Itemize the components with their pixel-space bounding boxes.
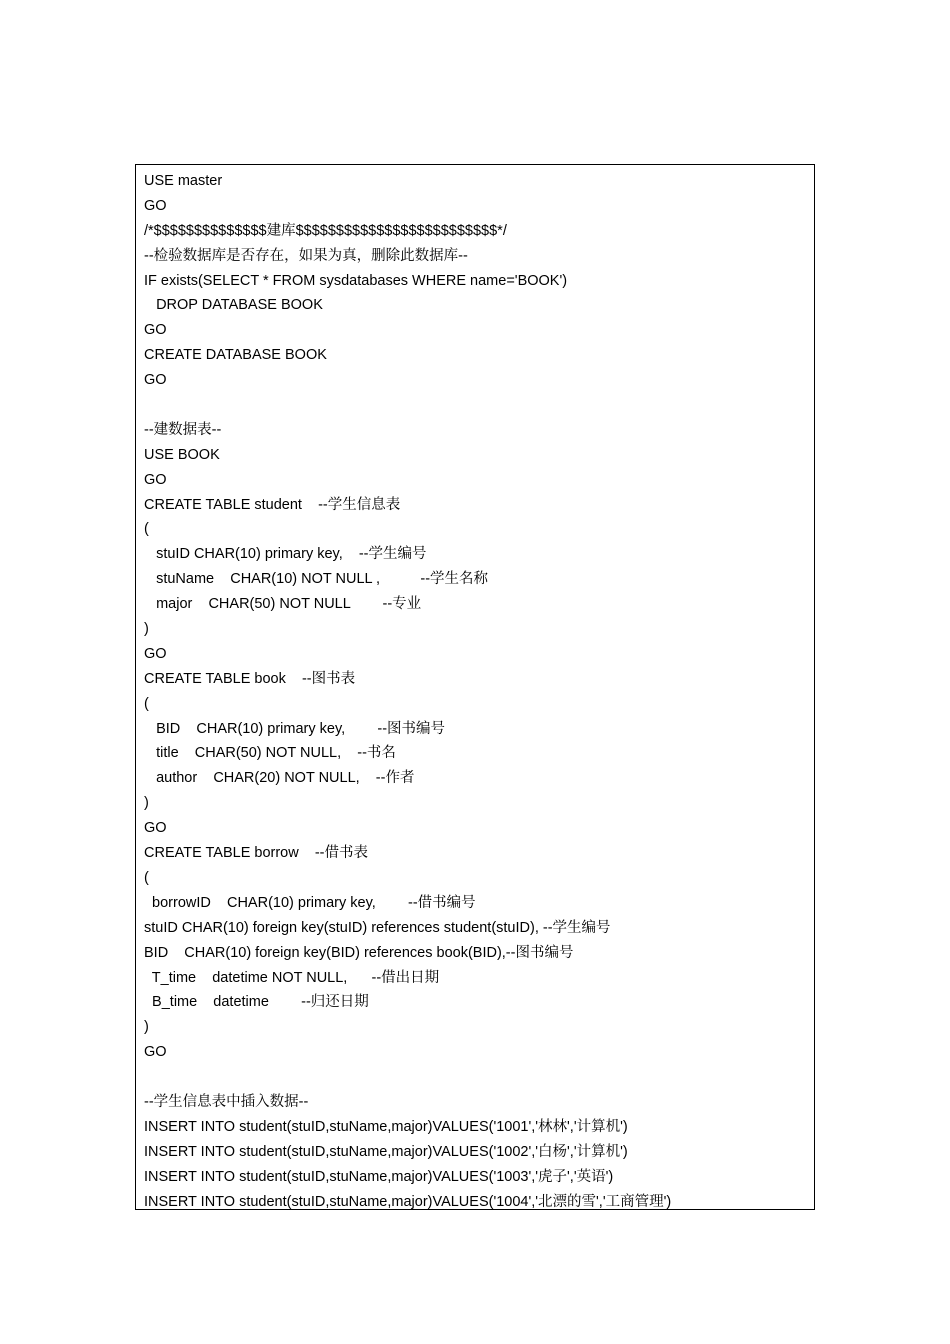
code-line: ) [144,621,149,638]
code-line: ( [144,869,149,886]
code-line: GO [144,645,167,662]
code-line: stuName CHAR(10) NOT NULL , --学生名称 [144,571,489,588]
code-line: INSERT INTO student(stuID,stuName,major)VALUES('1002','白杨','计算机') [144,1143,628,1160]
code-line: INSERT INTO student(stuID,stuName,major)VALUES('1004','北漂的雪','工商管理') [144,1193,672,1210]
code-line: --学生信息表中插入数据-- [144,1093,309,1110]
code-line: DROP DATABASE BOOK [144,297,323,314]
code-line: GO [144,471,167,488]
code-line [144,1065,814,1090]
code-line: GO [144,820,167,837]
code-line: CREATE TABLE borrow --借书表 [144,845,368,862]
code-line: ( [144,521,149,538]
code-line: ) [144,1019,149,1036]
code-line: borrowID CHAR(10) primary key, --借书编号 [144,894,476,911]
code-line: GO [144,197,167,214]
code-line: ( [144,695,149,712]
code-line: author CHAR(20) NOT NULL, --作者 [144,770,415,787]
code-line: /*$$$$$$$$$$$$$$建库$$$$$$$$$$$$$$$$$$$$$$$$$*/ [144,222,507,239]
code-line: ) [144,795,149,812]
code-line: USE BOOK [144,446,220,463]
code-line: B_time datetime --归还日期 [144,994,369,1011]
code-line: IF exists(SELECT * FROM sysdatabases WHERE name='BOOK') [144,272,568,289]
code-line: major CHAR(50) NOT NULL --专业 [144,596,422,613]
code-line: stuID CHAR(10) foreign key(stuID) references student(stuID), --学生编号 [144,919,611,936]
code-line: --检验数据库是否存在，如果为真，删除此数据库-- [144,247,468,264]
code-line: BID CHAR(10) primary key, --图书编号 [144,720,446,737]
code-line: CREATE TABLE book --图书表 [144,670,356,687]
code-listing-box [135,164,815,1210]
code-line: BID CHAR(10) foreign key(BID) references book(BID),--图书编号 [144,944,574,961]
code-line: USE master [144,173,223,189]
code-line: INSERT INTO student(stuID,stuName,major)VALUES('1001','林林','计算机') [144,1118,628,1135]
code-line: T_time datetime NOT NULL, --借出日期 [144,969,440,986]
code-line: GO [144,1044,167,1061]
code-line: stuID CHAR(10) primary key, --学生编号 [144,546,427,563]
code-line [144,393,814,418]
code-line: title CHAR(50) NOT NULL, --书名 [144,745,396,762]
code-line: CREATE TABLE student --学生信息表 [144,496,401,513]
code-line: GO [144,372,167,389]
code-line: CREATE DATABASE BOOK [144,347,327,364]
code-line: GO [144,322,167,339]
code-line: --建数据表-- [144,421,222,438]
code-line: INSERT INTO student(stuID,stuName,major)VALUES('1003','虎子','英语') [144,1168,614,1185]
